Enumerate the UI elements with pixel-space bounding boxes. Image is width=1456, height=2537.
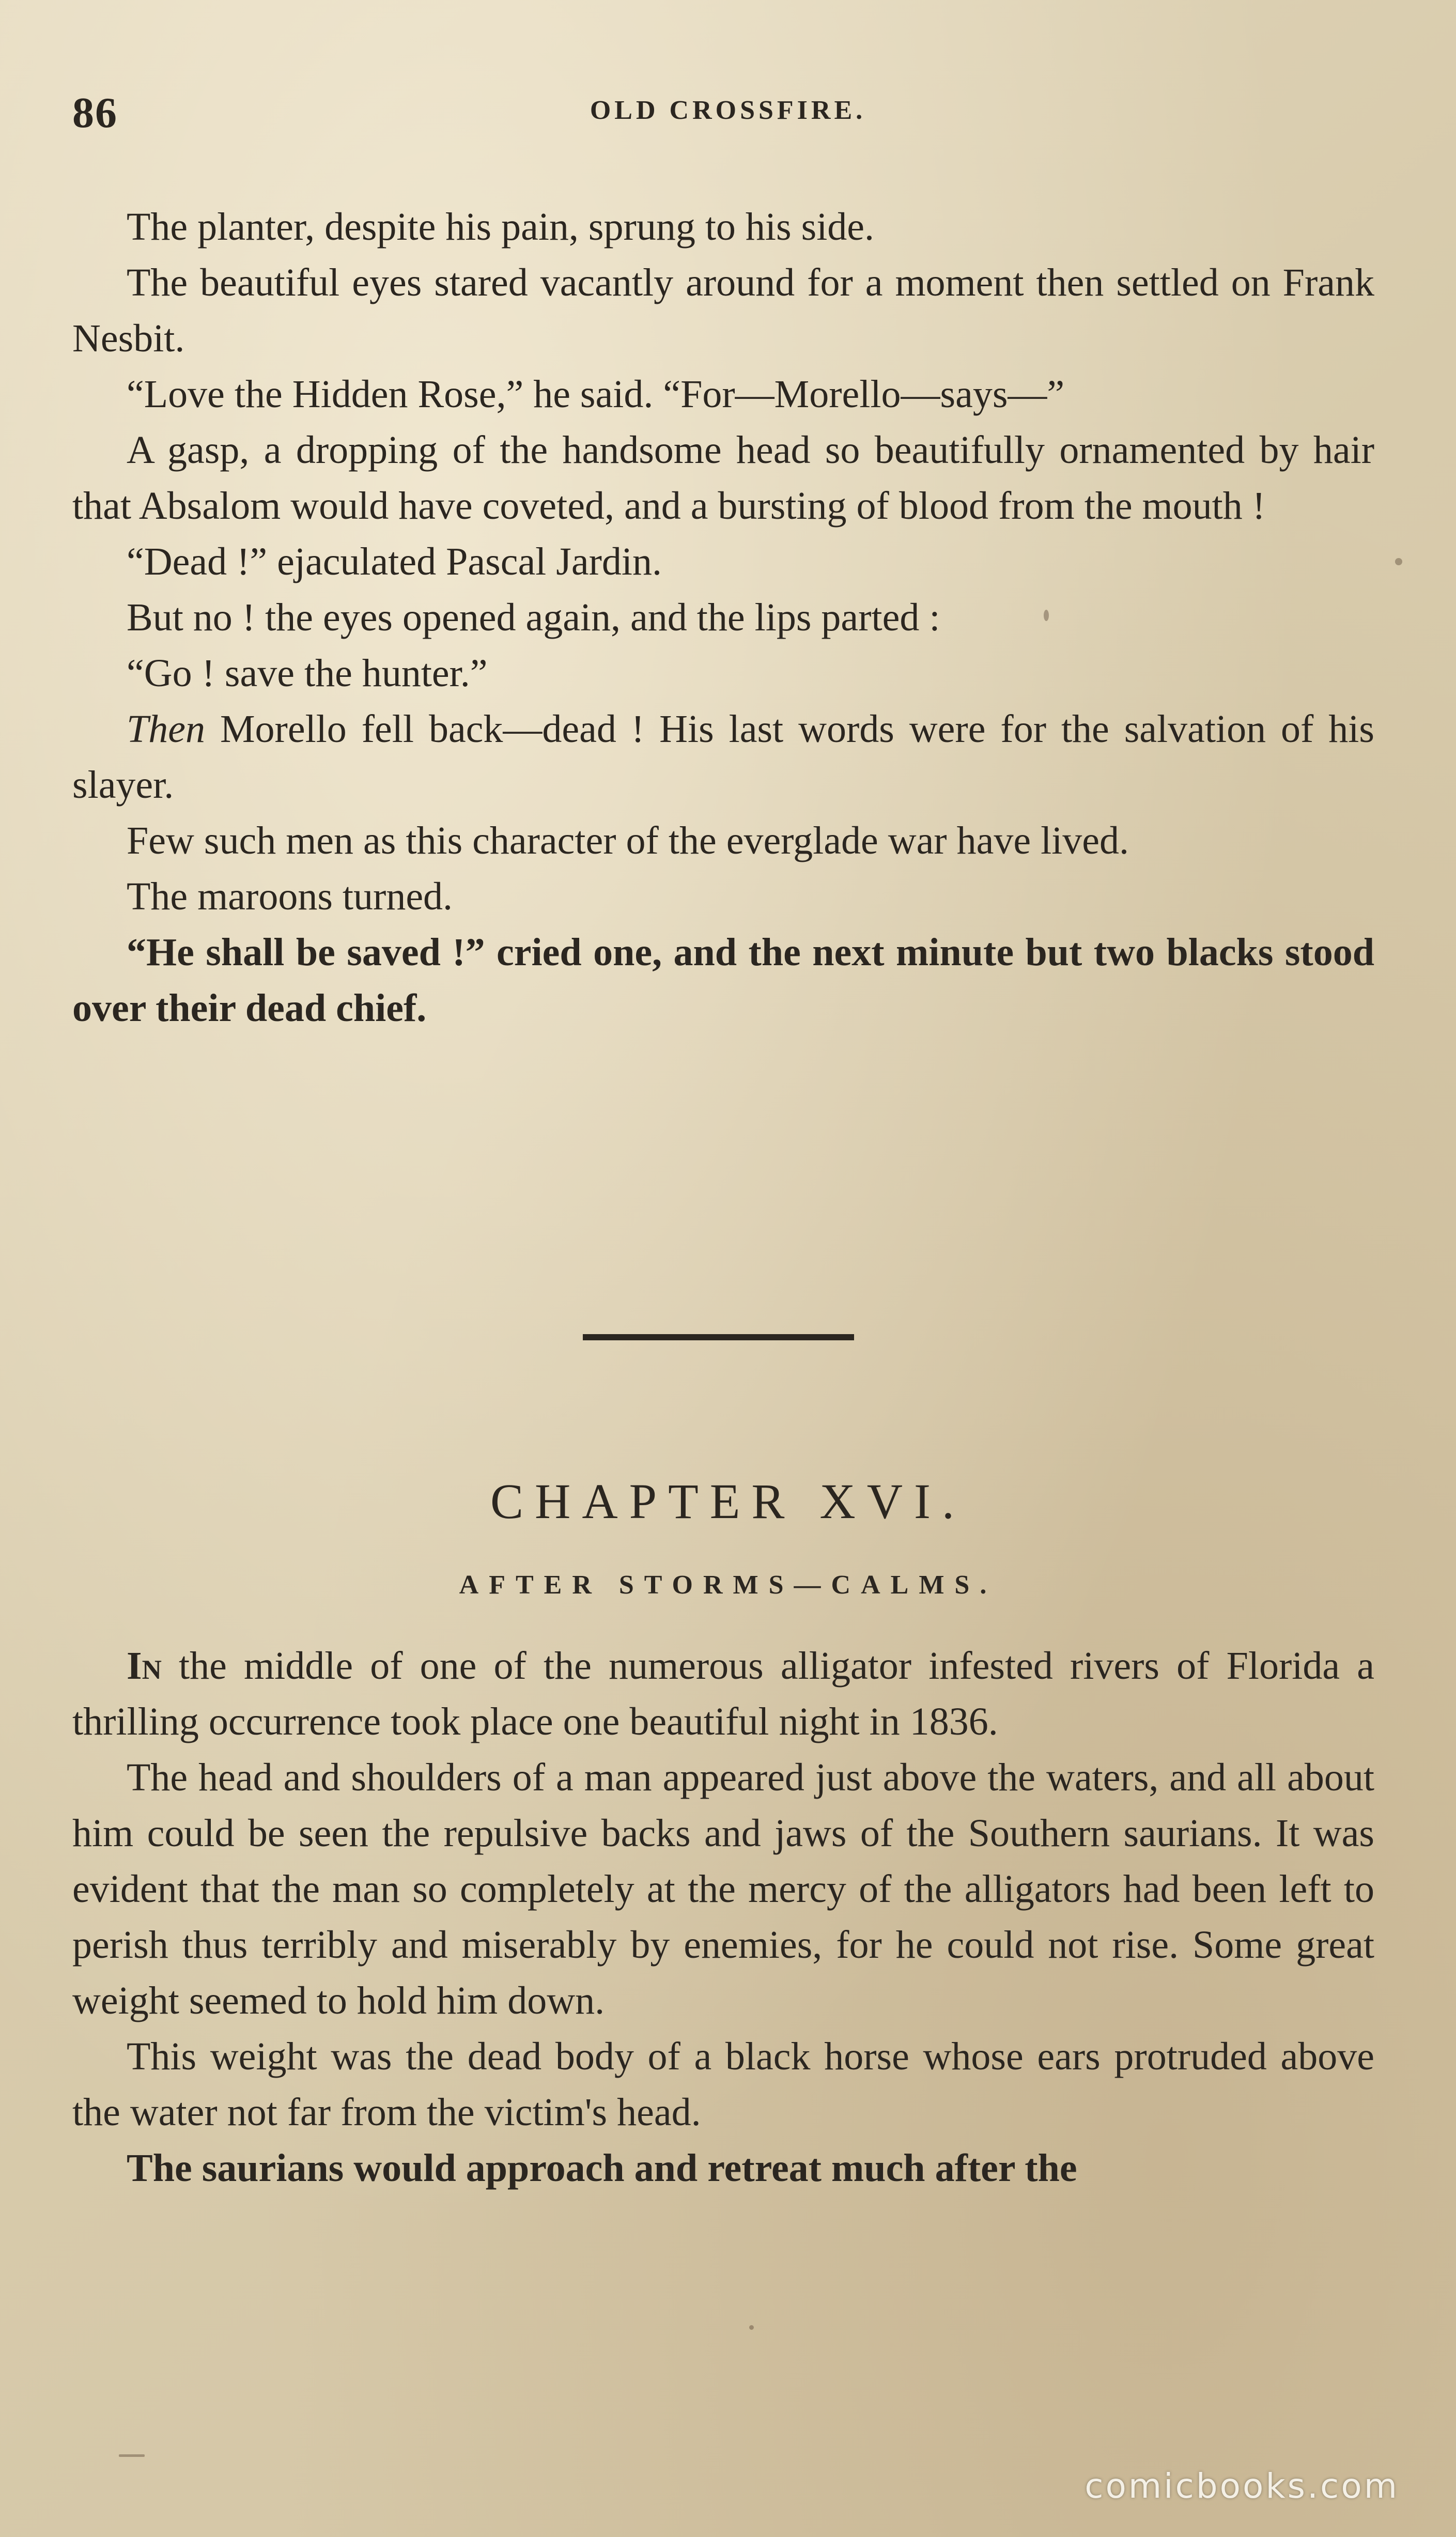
section-2-text [72,1638,1374,2196]
paragraph: The maroons turned. [127,875,453,918]
paragraph: “Go ! save the hunter.” [127,652,488,695]
paragraph: The planter, despite his pain, sprung to his side. [127,205,875,249]
paper-speck [1395,558,1402,565]
paper-speck [749,2325,754,2330]
running-head: OLD CROSSFIRE. [590,96,866,125]
paragraph: The beautiful eyes stared vacantly around for a moment then settled on Frank Nesbit. [72,261,1374,360]
paragraph: This weight was the dead body of a black horse whose ears protruded above the water not far from the victim's head. [72,2035,1374,2134]
page-header [72,88,1384,150]
page-number: 86 [72,89,118,137]
paper-speck [119,2454,145,2457]
opening-word: In [127,1644,162,1688]
paper-speck [1044,610,1049,621]
paragraph: “Dead !” ejaculated Pascal Jardin. [127,540,662,583]
paragraph: The saurians would approach and retreat much after the [127,2146,1077,2190]
chapter-subtitle: AFTER STORMS—CALMS. [459,1570,997,1600]
paragraph-text: Morello fell back—dead ! His last words were for the salvation of his slayer. [72,707,1374,807]
section-1-text [72,199,1374,1036]
paragraph: “He shall be saved !” cried one, and the next minute but two blacks stood over their dead chief. [72,931,1374,1030]
paragraph: The head and shoulders of a man appeared just above the waters, and all about him could be seen the repulsive backs and jaws of the Southern saurians. It was evident that the man so completely at the mercy of the alligators had been left to perish thus terribly and miserably by enemies, for he could not rise. Some great weight seemed to hold him down. [72,1756,1374,2022]
section-divider-rule [583,1334,854,1340]
paragraph-text: the middle of one of the numerous alligator infested rivers of Florida a thrilling occurrence took place one beautiful night in 1836. [72,1644,1375,1743]
paragraph: But no ! the eyes opened again, and the lips parted : [127,596,940,639]
watermark: comicbooks.com [1085,2466,1399,2506]
paragraph: A gasp, a dropping of the handsome head so beautifully ornamented by hair that Absalom would have coveted, and a bursting of blood from the mouth ! [72,428,1374,528]
paragraph-opening [72,1638,1374,1750]
then-word: Then [127,707,205,751]
paragraph-then [72,701,1374,813]
paragraph: Few such men as this character of the everglade war have lived. [127,819,1129,862]
chapter-title: CHAPTER XVI. [490,1474,966,1529]
paragraph: “Love the Hidden Rose,” he said. “For—Morello—says—” [127,373,1065,416]
